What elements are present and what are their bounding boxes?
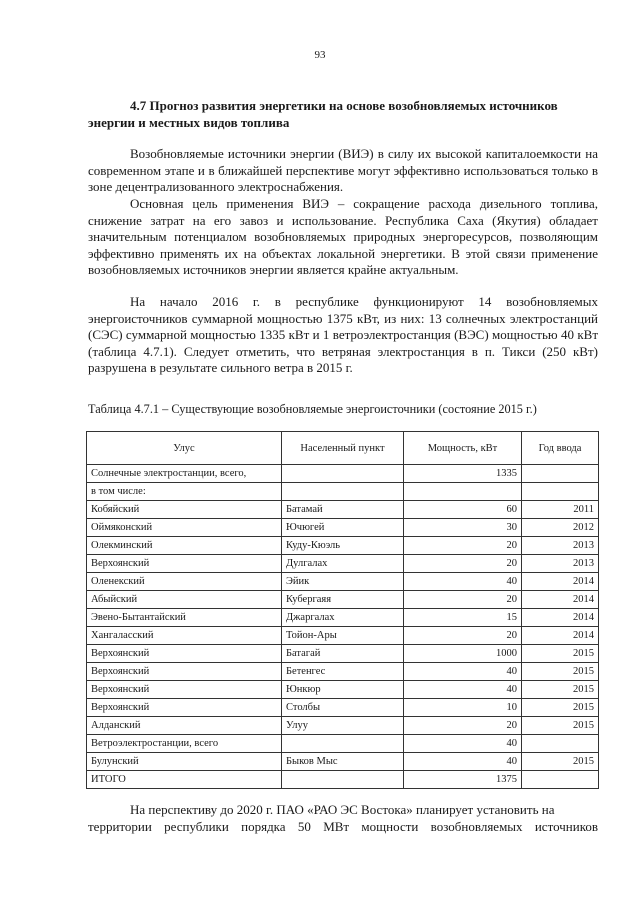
section-heading: 4.7 Прогноз развития энергетики на основе возобновляемых источников энергии и местных видов топлива — [88, 98, 558, 130]
row-year: 2014 — [522, 573, 599, 591]
row-year: 2015 — [522, 753, 599, 771]
row-ulus: Кобяйский — [87, 501, 282, 519]
row-ulus: Верхоянский — [87, 663, 282, 681]
row-power: 20 — [404, 555, 522, 573]
wind-row — [87, 753, 599, 771]
row-year: 2015 — [522, 717, 599, 735]
solar-row — [87, 699, 599, 717]
paragraph-1: Возобновляемые источники энергии (ВИЭ) в силу их высокой капиталоемкости на современном этапе и в ближайшей перспективе могут эффективно использоваться только в зоне децентрализованного электроснабжения. — [88, 146, 598, 194]
row-power: 20 — [404, 717, 522, 735]
row-settlement: Юнкюр — [282, 681, 404, 699]
solar-row — [87, 663, 599, 681]
closing-paragraph — [88, 802, 598, 835]
page-number: 93 — [314, 49, 326, 61]
row-settlement: Кубергаяя — [282, 591, 404, 609]
row-ulus: Верхоянский — [87, 681, 282, 699]
grand-total-row — [87, 771, 599, 789]
header-ulus: Улус — [87, 432, 282, 465]
row-power: 60 — [404, 501, 522, 519]
row-settlement: Джаргалах — [282, 609, 404, 627]
row-year: 2014 — [522, 591, 599, 609]
row-power: 20 — [404, 537, 522, 555]
row-ulus: Оленекский — [87, 573, 282, 591]
energy-sources-table — [86, 431, 599, 789]
solar-total-label: Солнечные электростанции, всего, — [87, 465, 282, 483]
row-year: 2014 — [522, 627, 599, 645]
row-settlement: Батамай — [282, 501, 404, 519]
solar-row — [87, 627, 599, 645]
row-ulus: Верхоянский — [87, 555, 282, 573]
header-power: Мощность, кВт — [404, 432, 522, 465]
solar-total-value: 1335 — [404, 465, 522, 483]
row-ulus: Хангаласский — [87, 627, 282, 645]
solar-row — [87, 501, 599, 519]
row-year: 2011 — [522, 501, 599, 519]
row-year: 2014 — [522, 609, 599, 627]
row-settlement: Тойон-Ары — [282, 627, 404, 645]
table-caption: Таблица 4.7.1 – Существующие возобновляемые энергоисточники (состояние 2015 г.) — [88, 402, 537, 416]
solar-row — [87, 537, 599, 555]
row-ulus: Алданский — [87, 717, 282, 735]
wind-total-label: Ветроэлектростанции, всего — [87, 735, 282, 753]
solar-row — [87, 717, 599, 735]
row-settlement: Дулгалах — [282, 555, 404, 573]
row-year: 2013 — [522, 555, 599, 573]
including-row — [87, 483, 599, 501]
row-settlement: Батагай — [282, 645, 404, 663]
header-settlement: Населенный пункт — [282, 432, 404, 465]
row-year: 2015 — [522, 681, 599, 699]
solar-row — [87, 591, 599, 609]
row-power: 40 — [404, 681, 522, 699]
solar-row — [87, 555, 599, 573]
row-power: 40 — [404, 573, 522, 591]
closing-line-2: территории республики порядка 50 МВт мощности возобновляемых источников — [88, 818, 598, 834]
wind-total-row — [87, 735, 599, 753]
row-power: 20 — [404, 627, 522, 645]
grand-total-label: ИТОГО — [87, 771, 282, 789]
row-ulus: Верхоянский — [87, 699, 282, 717]
row-year: 2015 — [522, 663, 599, 681]
including-label: в том числе: — [87, 483, 282, 501]
wind-total-value: 40 — [404, 735, 522, 753]
header-year: Год ввода — [522, 432, 599, 465]
row-settlement: Улуу — [282, 717, 404, 735]
row-power: 30 — [404, 519, 522, 537]
solar-row — [87, 573, 599, 591]
row-ulus: Абыйский — [87, 591, 282, 609]
row-year: 2012 — [522, 519, 599, 537]
row-ulus: Оймяконский — [87, 519, 282, 537]
row-settlement: Столбы — [282, 699, 404, 717]
row-power: 40 — [404, 753, 522, 771]
row-settlement: Куду-Кюэль — [282, 537, 404, 555]
solar-row — [87, 681, 599, 699]
row-year: 2013 — [522, 537, 599, 555]
solar-total-row — [87, 465, 599, 483]
row-power: 10 — [404, 699, 522, 717]
row-ulus: Олекминский — [87, 537, 282, 555]
row-power: 1000 — [404, 645, 522, 663]
paragraph-2: Основная цель применения ВИЭ – сокращение расхода дизельного топлива, снижение затрат на его завоз и использование. Республика Саха (Якутия) обладает значительным потенциалом возобновляемых природных энергоресурсов, позволяющим эффективно применять их на объектах локальной энергетики. В этой связи применение возобновляемых источников энергии является крайне актуальным. — [88, 196, 598, 277]
row-year: 2015 — [522, 645, 599, 663]
grand-total-value: 1375 — [404, 771, 522, 789]
row-power: 15 — [404, 609, 522, 627]
row-ulus: Эвено-Бытантайский — [87, 609, 282, 627]
solar-row — [87, 645, 599, 663]
row-power: 20 — [404, 591, 522, 609]
row-ulus: Булунский — [87, 753, 282, 771]
row-power: 40 — [404, 663, 522, 681]
row-settlement: Бетенгес — [282, 663, 404, 681]
solar-row — [87, 609, 599, 627]
row-settlement: Ючюгей — [282, 519, 404, 537]
closing-line-1: На перспективу до 2020 г. ПАО «РАО ЭС Востока» планирует установить на — [130, 802, 555, 817]
solar-row — [87, 519, 599, 537]
row-ulus: Верхоянский — [87, 645, 282, 663]
paragraph-3: На начало 2016 г. в республике функционируют 14 возобновляемых энергоисточников суммарной мощностью 1375 кВт, из них: 13 солнечных электростанций (СЭС) суммарной мощностью 1335 кВт и 1 ветроэлектростанция (ВЭС) мощностью 40 кВт (таблица 4.7.1). Следует отметить, что ветряная электростанция в п. Тикси (250 кВт) разрушена в результате сильного ветра в 2015 г. — [88, 294, 598, 375]
row-settlement: Быков Мыс — [282, 753, 404, 771]
table-header-row — [87, 432, 599, 465]
row-year: 2015 — [522, 699, 599, 717]
row-settlement: Эйик — [282, 573, 404, 591]
